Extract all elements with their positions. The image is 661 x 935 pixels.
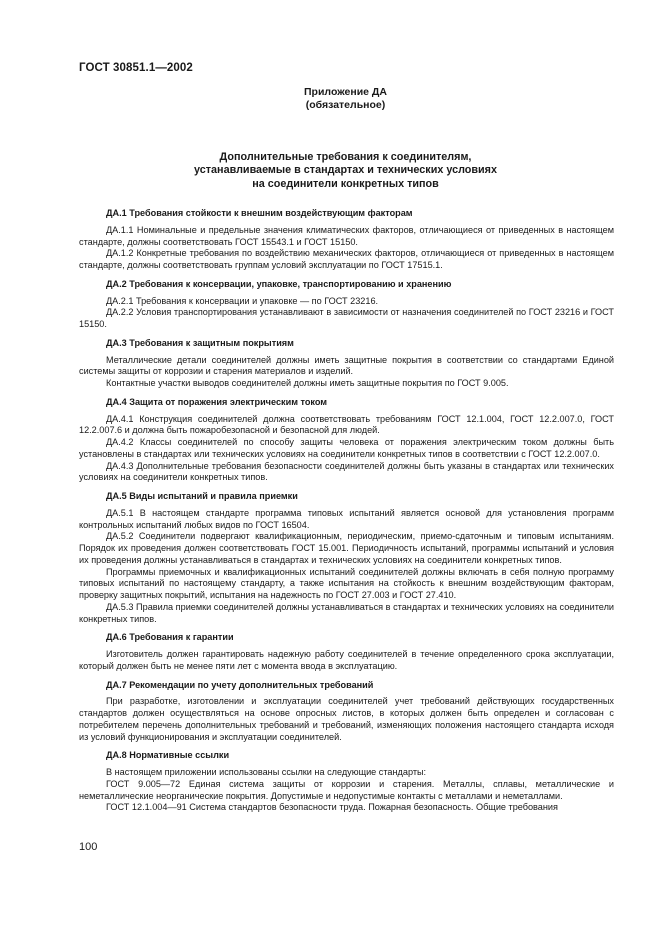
section-heading-da6: ДА.6 Требования к гарантии [106,632,234,643]
paragraph-da7: При разработке, изготовлении и эксплуатации соединителей учет требований действующих государственных стандартов должен осуществляться на основе опросных листов, в которых должен быть определен и согласован с потребителем перечень дополнительных требований и требований, изменяющих положения настоящего стандарта исходя из условий функционирования и эксплуатации соединителей. [79,696,614,742]
appendix-heading-line-2: устанавливаемые в стандартах и технических условиях [194,164,497,177]
appendix-heading [0,151,661,191]
paragraph-da2-2: ДА.2.2 Условия транспортирования устанавливают в зависимости от назначения соединителей по ГОСТ 23216 и ГОСТ 15150. [79,307,614,329]
section-heading-da4: ДА.4 Защита от поражения электрическим током [106,396,328,407]
appendix-label [0,86,661,111]
document-body [79,208,614,814]
reference-gost-12-1-004: ГОСТ 12.1.004—91 Система стандартов безопасности труда. Пожарная безопасность. Общие требования [106,802,558,813]
page-number: 100 [79,841,98,853]
appendix-heading-line-1: Дополнительные требования к соединителям, [219,151,472,163]
section-heading-da3: ДА.3 Требования к защитным покрытиям [106,337,294,348]
paragraph-da5-1: ДА.5.1 В настоящем стандарте программа типовых испытаний является основой для установления программ контрольных испытаний любых видов по ГОСТ 16504. [79,507,614,530]
paragraph-da5-3: ДА.5.3 Правила приемки соединителей должны устанавливаться в стандартах и технических условиях на соединители конкретных типов. [79,601,614,624]
paragraph-da4-2: ДА.4.2 Классы соединителей по способу защиты человека от поражения электрическим током должны быть установлены в стандартах или технических условиях на соединители конкретных типов в соответствии с ГОСТ 12.2.007.0. [79,437,614,459]
appendix-status: (обязательное) [305,98,386,111]
section-heading-da8: ДА.8 Нормативные ссылки [106,750,230,761]
paragraph-da6: Изготовитель должен гарантировать надежную работу соединителей в течение определенного срока эксплуатации, который должен быть не менее пяти лет с момента ввода в эксплуатацию. [79,649,614,671]
paragraph-da2-1: ДА.2.1 Требования к консервации и упаковке — по ГОСТ 23216. [106,295,379,306]
paragraph-da3-2: Контактные участки выводов соединителей должны иметь защитные покрытия по ГОСТ 9.005. [106,378,509,388]
section-heading-da7: ДА.7 Рекомендации по учету дополнительных требований [106,679,374,690]
appendix-heading-line-3: на соединители конкретных типов [252,177,439,190]
reference-gost-9-005: ГОСТ 9.005—72 Единая система защиты от коррозии и старения. Металлы, сплавы, металлические и неметаллические неорганические покрытия. Допустимые и недопустимые контакты с металлами и неметаллами. [79,778,614,801]
paragraph-da4-3: ДА.4.3 Дополнительные требования безопасности соединителей должны быть указаны в стандартах или технических условиях на соединители конкретных типов. [79,460,614,483]
appendix-title: Приложение ДА [304,86,387,98]
section-heading-da1: ДА.1 Требования стойкости к внешним воздействующим факторам [106,208,413,218]
paragraph-da8-intro: В настоящем приложении использованы ссылки на следующие стандарты: [106,767,427,777]
paragraph-da1-1: ДА.1.1 Номинальные и предельные значения климатических факторов, отличающиеся от приведенных в настоящем стандарте, должны соответствовать ГОСТ 15543.1 и ГОСТ 15150. [79,224,614,247]
paragraph-da3-1: Металлические детали соединителей должны иметь защитные покрытия в соответствии со стандартами Единой системы защиты от коррозии и старения материалов и изделий. [79,354,614,377]
section-heading-da5: ДА.5 Виды испытаний и правила приемки [106,491,298,501]
document-code-header: ГОСТ 30851.1—2002 [79,62,193,74]
section-heading-da2: ДА.2 Требования к консервации, упаковке, транспортированию и хранению [106,278,452,289]
paragraph-da5-2-programs: Программы приемочных и квалификационных испытаний соединителей должны включать в себя полную программу типовых испытаний по настоящему стандарту, а также испытания на стойкость к внешним воздействующим факторам, проверку защитных покрытий, испытания на надежность по ГОСТ 27.003 и ГОСТ 27.410. [79,566,614,600]
paragraph-da5-2: ДА.5.2 Соединители подвергают квалификационным, периодическим, приемо-сдаточным и типовым испытаниям. Порядок их проведения должен соответствовать ГОСТ 15.001. Периодичность испытаний, программы испытаний и условия их проведения должны устанавливаться в стандартах и технических условиях на соединители конкретных типов. [79,531,614,565]
paragraph-da4-1: ДА.4.1 Конструкция соединителей должна соответствовать требованиям ГОСТ 12.1.004, ГОСТ 12.2.007.0, ГОСТ 12.2.007.6 и должна быть пожаробезопасной и безопасной для людей. [79,413,614,436]
paragraph-da1-2: ДА.1.2 Конкретные требования по воздействию механических факторов, отличающиеся от приведенных в настоящем стандарте, должны соответствовать группам условий эксплуатации по ГОСТ 17515.1. [79,248,614,270]
